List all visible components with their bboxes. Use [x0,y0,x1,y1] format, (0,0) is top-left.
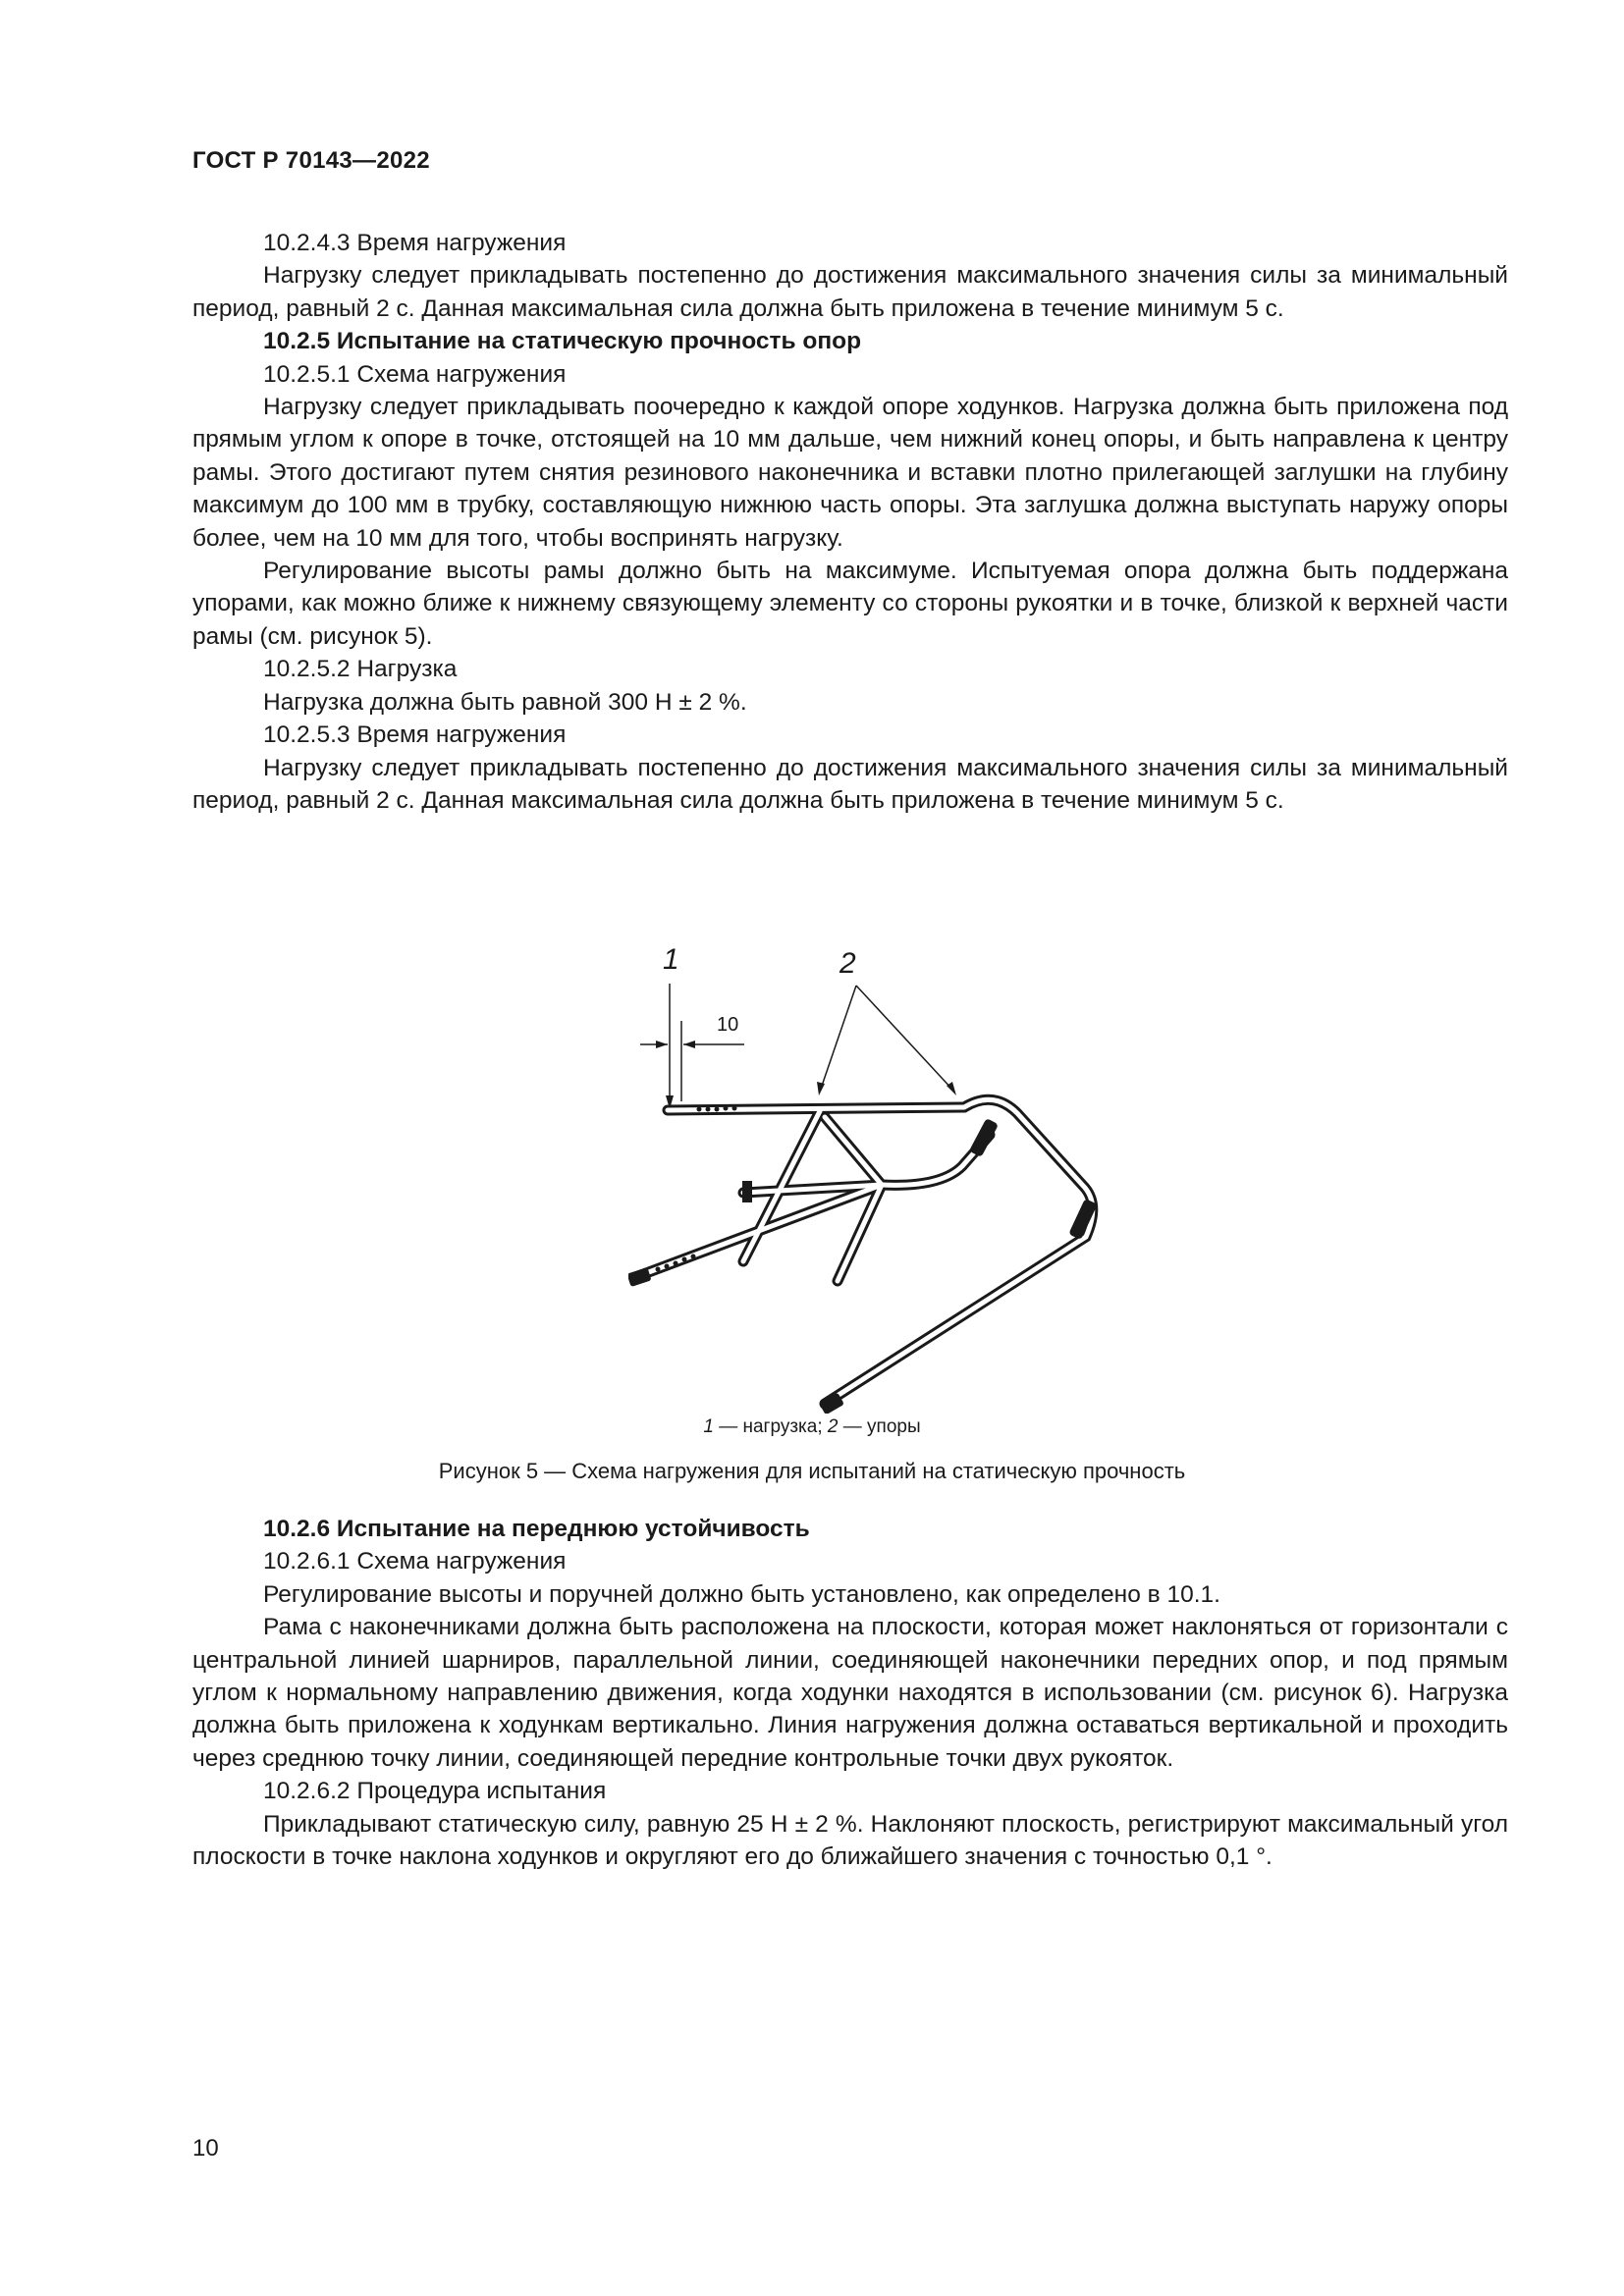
label-2: 2 [839,947,856,980]
paragraph: Нагрузку следует прикладывать постепенно до достижения максимального значения силы за минимальный период, равный 2 с. Данная максимальная сила должна быть приложена в течение минимум 5 с. [192,262,1508,322]
clause-10-2-6-heading: 10.2.6 Испытание на переднюю устойчивость [263,1516,810,1542]
paragraph: Нагрузка должна быть равной 300 Н ± 2 %. [263,688,747,716]
paragraph: Рама с наконечниками должна быть расположена на плоскости, которая может наклоняться от горизонтали с центральной линией шарниров, параллельной линии, соединяющей наконечники передних опор, и под прямым углом к нормальному направлению движения, когда ходунки находятся в использовании (см. рисунок 6). Нагрузка должна быть приложена к ходункам вертикально. Линия нагружения должна оставаться вертикальной и проходить через среднюю точку линии, соединяющей передние контрольные точки двух рукояток. [192,1614,1508,1772]
legend-text-2: — упоры [838,1416,921,1437]
clause-10-2-6-1-title: 10.2.6.1 Схема нагружения [263,1548,567,1575]
clause-10-2-5-heading: 10.2.5 Испытание на статическую прочность опор [263,328,862,355]
arrowheads [656,1041,956,1109]
clause-10-2-6-2-title: 10.2.6.2 Процедура испытания [263,1778,607,1805]
clause-10-2-5-1-title: 10.2.5.1 Схема нагружения [263,360,567,388]
label-1: 1 [663,943,679,976]
clause-10-2-4-3-title: 10.2.4.3 Время нагружения [263,230,567,256]
paragraph: Регулирование высоты рамы должно быть на максимуме. Испытуемая опора должна быть поддержана упорами, как можно ближе к нижнему связующему элементу со стороны рукоятки и в точке, близкой к верхней части рамы (см. рисунок 5). [192,558,1508,650]
paragraph: Нагрузку следует прикладывать поочередно к каждой опоре ходунков. Нагрузка должна быть приложена под прямым углом к опоре в точке, отстоящей на 10 мм дальше, чем нижний конец опоры, и быть направлена к центру рамы. Этого достигают путем снятия резинового наконечника и вставки плотно прилегающей заглушки на глубину максимум до 100 мм в трубку, составляющую нижнюю часть опоры. Эта заглушка должна выступать наружу опоры более, чем на 10 мм для того, чтобы воспринять нагрузку. [192,394,1508,552]
dimension-10: 10 [717,1014,739,1036]
grips-and-tips [628,1106,1098,1415]
figure-5-diagram [628,942,1119,1414]
legend-number-1: 1 [703,1416,714,1437]
page-number: 10 [192,2135,219,2162]
section-a [192,227,1508,817]
clause-10-2-5-3-title: 10.2.5.3 Время нагружения [263,721,567,749]
paragraph: Регулирование высоты и поручней должно быть установлено, как определено в 10.1. [263,1580,1220,1608]
figure-legend [0,1416,1624,1438]
legend-text-1: — нагрузка; [713,1416,828,1437]
section-b [192,1513,1508,1873]
figure-caption: Рисунок 5 — Схема нагружения для испытаний на статическую прочность [438,1459,1186,1483]
document-header: ГОСТ Р 70143—2022 [192,147,430,174]
paragraph: Нагрузку следует прикладывать постепенно до достижения максимального значения силы за минимальный период, равный 2 с. Данная максимальная сила должна быть приложена в течение минимум 5 с. [192,754,1508,814]
paragraph: Прикладывают статическую силу, равную 25 Н ± 2 %. Наклоняют плоскость, регистрируют максимальный угол плоскости в точке наклона ходунков и округляют его до ближайшего значения с точностью 0,1 °. [192,1810,1508,1871]
clause-10-2-5-2-title: 10.2.5.2 Нагрузка [263,656,458,683]
legend-number-2: 2 [827,1416,839,1437]
